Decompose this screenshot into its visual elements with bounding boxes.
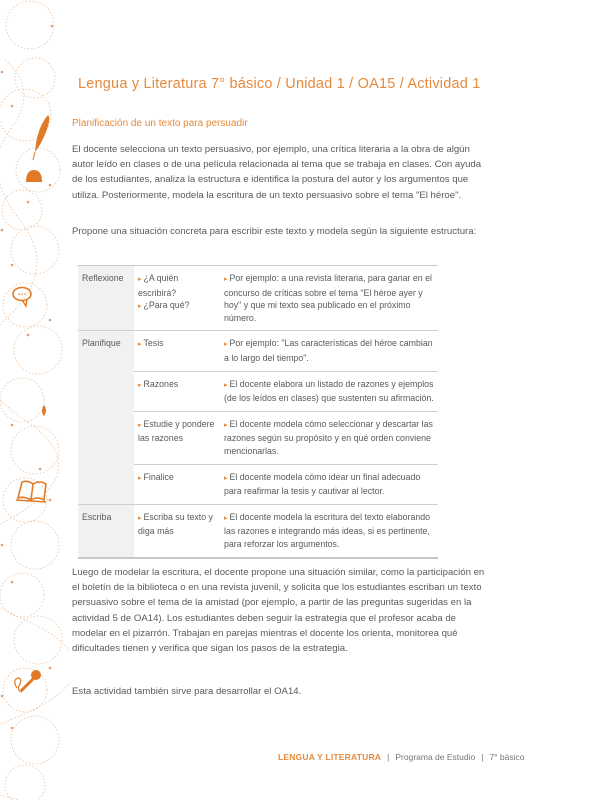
description-text: Por ejemplo: a una revista literaria, para ganar en el concurso de críticas sobre el tema "El héroe ayer y hoy" y que mi texto sea publicado en el próximo número.: [224, 273, 432, 323]
bullet-icon: ▸: [224, 474, 228, 482]
item-cell: [134, 504, 220, 557]
item-text: ¿A quién escribirá?: [138, 273, 179, 298]
bullet-icon: ▸: [138, 514, 142, 522]
description-text: El docente elabora un listado de razones y ejemplos (de los leídos en clases) que sustenten su afirmación.: [224, 378, 434, 404]
microphone-icon: [15, 670, 41, 692]
table-row: [78, 464, 438, 504]
description-text: Por ejemplo: "Las características del héroe cambian a lo largo del tiempo".: [224, 338, 433, 363]
item-text: Estudie y pondere las razones: [138, 418, 215, 444]
description-cell: [220, 266, 438, 331]
description-cell: [220, 504, 438, 557]
stage-cell: Escriba: [78, 504, 134, 557]
section-subtitle: Planificación de un texto para persuadir: [72, 118, 248, 129]
stage-cell: [78, 464, 134, 504]
bullet-icon: ▸: [224, 381, 228, 389]
planning-table: [78, 265, 438, 559]
bullet-icon: ▸: [224, 421, 228, 429]
table-row: [78, 266, 438, 331]
open-book-icon: [16, 481, 46, 502]
item-text: Razones: [143, 378, 179, 389]
footer-subject: LENGUA Y LITERATURA: [278, 752, 382, 762]
speech-bubble-icon: [13, 288, 31, 307]
stage-cell: Reflexione: [78, 266, 134, 331]
intro-paragraph: El docente selecciona un texto persuasivo, por ejemplo, una crítica literaria a la obra de algún autor leído en clases o de una película relacionada al tema que se trabaja en clases. Con ayuda de los estudiantes, analiza la estructura e identifica la postura del autor y los argumentos que utiliza. Posteriormente, modela la escritura de un texto persuasivo sobre el tema "El héroe".: [72, 144, 482, 201]
bullet-icon: ▸: [138, 381, 142, 389]
description-text: El docente modela cómo seleccionar y descartar las razones según su propósito y en qué orden conviene mencionarlas.: [224, 418, 433, 456]
ink-pot-icon: [26, 170, 42, 182]
bullet-icon: ▸: [138, 303, 142, 311]
bullet-icon: ▸: [138, 276, 142, 283]
structure-intro-paragraph: Propone una situación concreta para escribir este texto y modela según la siguiente estructura:: [72, 226, 477, 237]
item-cell: [134, 371, 220, 411]
decorative-margin: [0, 0, 70, 800]
description-cell: [220, 411, 438, 464]
page-title: Lengua y Literatura 7° básico / Unidad 1 / OA15 / Actividad 1: [78, 76, 481, 92]
quill-tip-icon: [42, 405, 46, 416]
item-text: Escriba su texto y diga más: [138, 511, 213, 537]
bullet-icon: ▸: [224, 276, 228, 283]
description-text: El docente modela cómo idear un final adecuado para reafirmar la tesis y cautivar al lector.: [224, 471, 421, 497]
feather-quill-icon: [33, 115, 49, 160]
stage-cell: [78, 371, 134, 411]
description-cell: [220, 371, 438, 411]
item-text: Finalice: [143, 471, 174, 482]
practice-paragraph: Luego de modelar la escritura, el docente propone una situación similar, como la participación en el boletín de la biblioteca o en una revista juvenil, y solicita que los estudiantes escriban un texto persuasivo sobre el tema de la amistad (por ejemplo, a partir de las preguntas sugeridas en la actividad 5 de OA14). Los estudiantes deben seguir la estrategia que el profesor acaba de modelar en el pizarrón. Trabajan en parejas mientras el docente los orienta, monitorea qué dificultades tienen y verifica que sigan los pasos de la estrategia.: [72, 567, 485, 655]
item-cell: [134, 464, 220, 504]
bullet-icon: ▸: [138, 341, 142, 349]
footer-grade: 7° básico: [489, 752, 525, 762]
item-cell: [134, 411, 220, 464]
item-cell: [134, 266, 220, 331]
bullet-icon: ▸: [138, 474, 142, 482]
page-footer: [278, 752, 525, 762]
oa-note-paragraph: Esta actividad también sirve para desarrollar el OA14.: [72, 686, 302, 697]
table-row: [78, 371, 438, 411]
description-cell: [220, 331, 438, 371]
item-text: Tesis: [143, 338, 164, 349]
description-text: El docente modela la escritura del texto elaborando las razones e integrando más ideas, si es pertinente, para reforzar los argumentos.: [224, 511, 431, 549]
bullet-icon: ▸: [224, 514, 228, 522]
bullet-icon: ▸: [224, 341, 228, 349]
table-row: [78, 411, 438, 464]
table-row: [78, 504, 438, 557]
footer-program: Programa de Estudio: [395, 752, 476, 762]
item-text: ¿Para qué?: [143, 300, 190, 311]
description-cell: [220, 464, 438, 504]
stage-cell: [78, 411, 134, 464]
footer-divider: |: [387, 752, 390, 762]
bullet-icon: ▸: [138, 421, 142, 429]
footer-divider: |: [481, 752, 484, 762]
stage-cell: Planifique: [78, 331, 134, 371]
item-cell: [134, 331, 220, 371]
table-row: [78, 331, 438, 371]
